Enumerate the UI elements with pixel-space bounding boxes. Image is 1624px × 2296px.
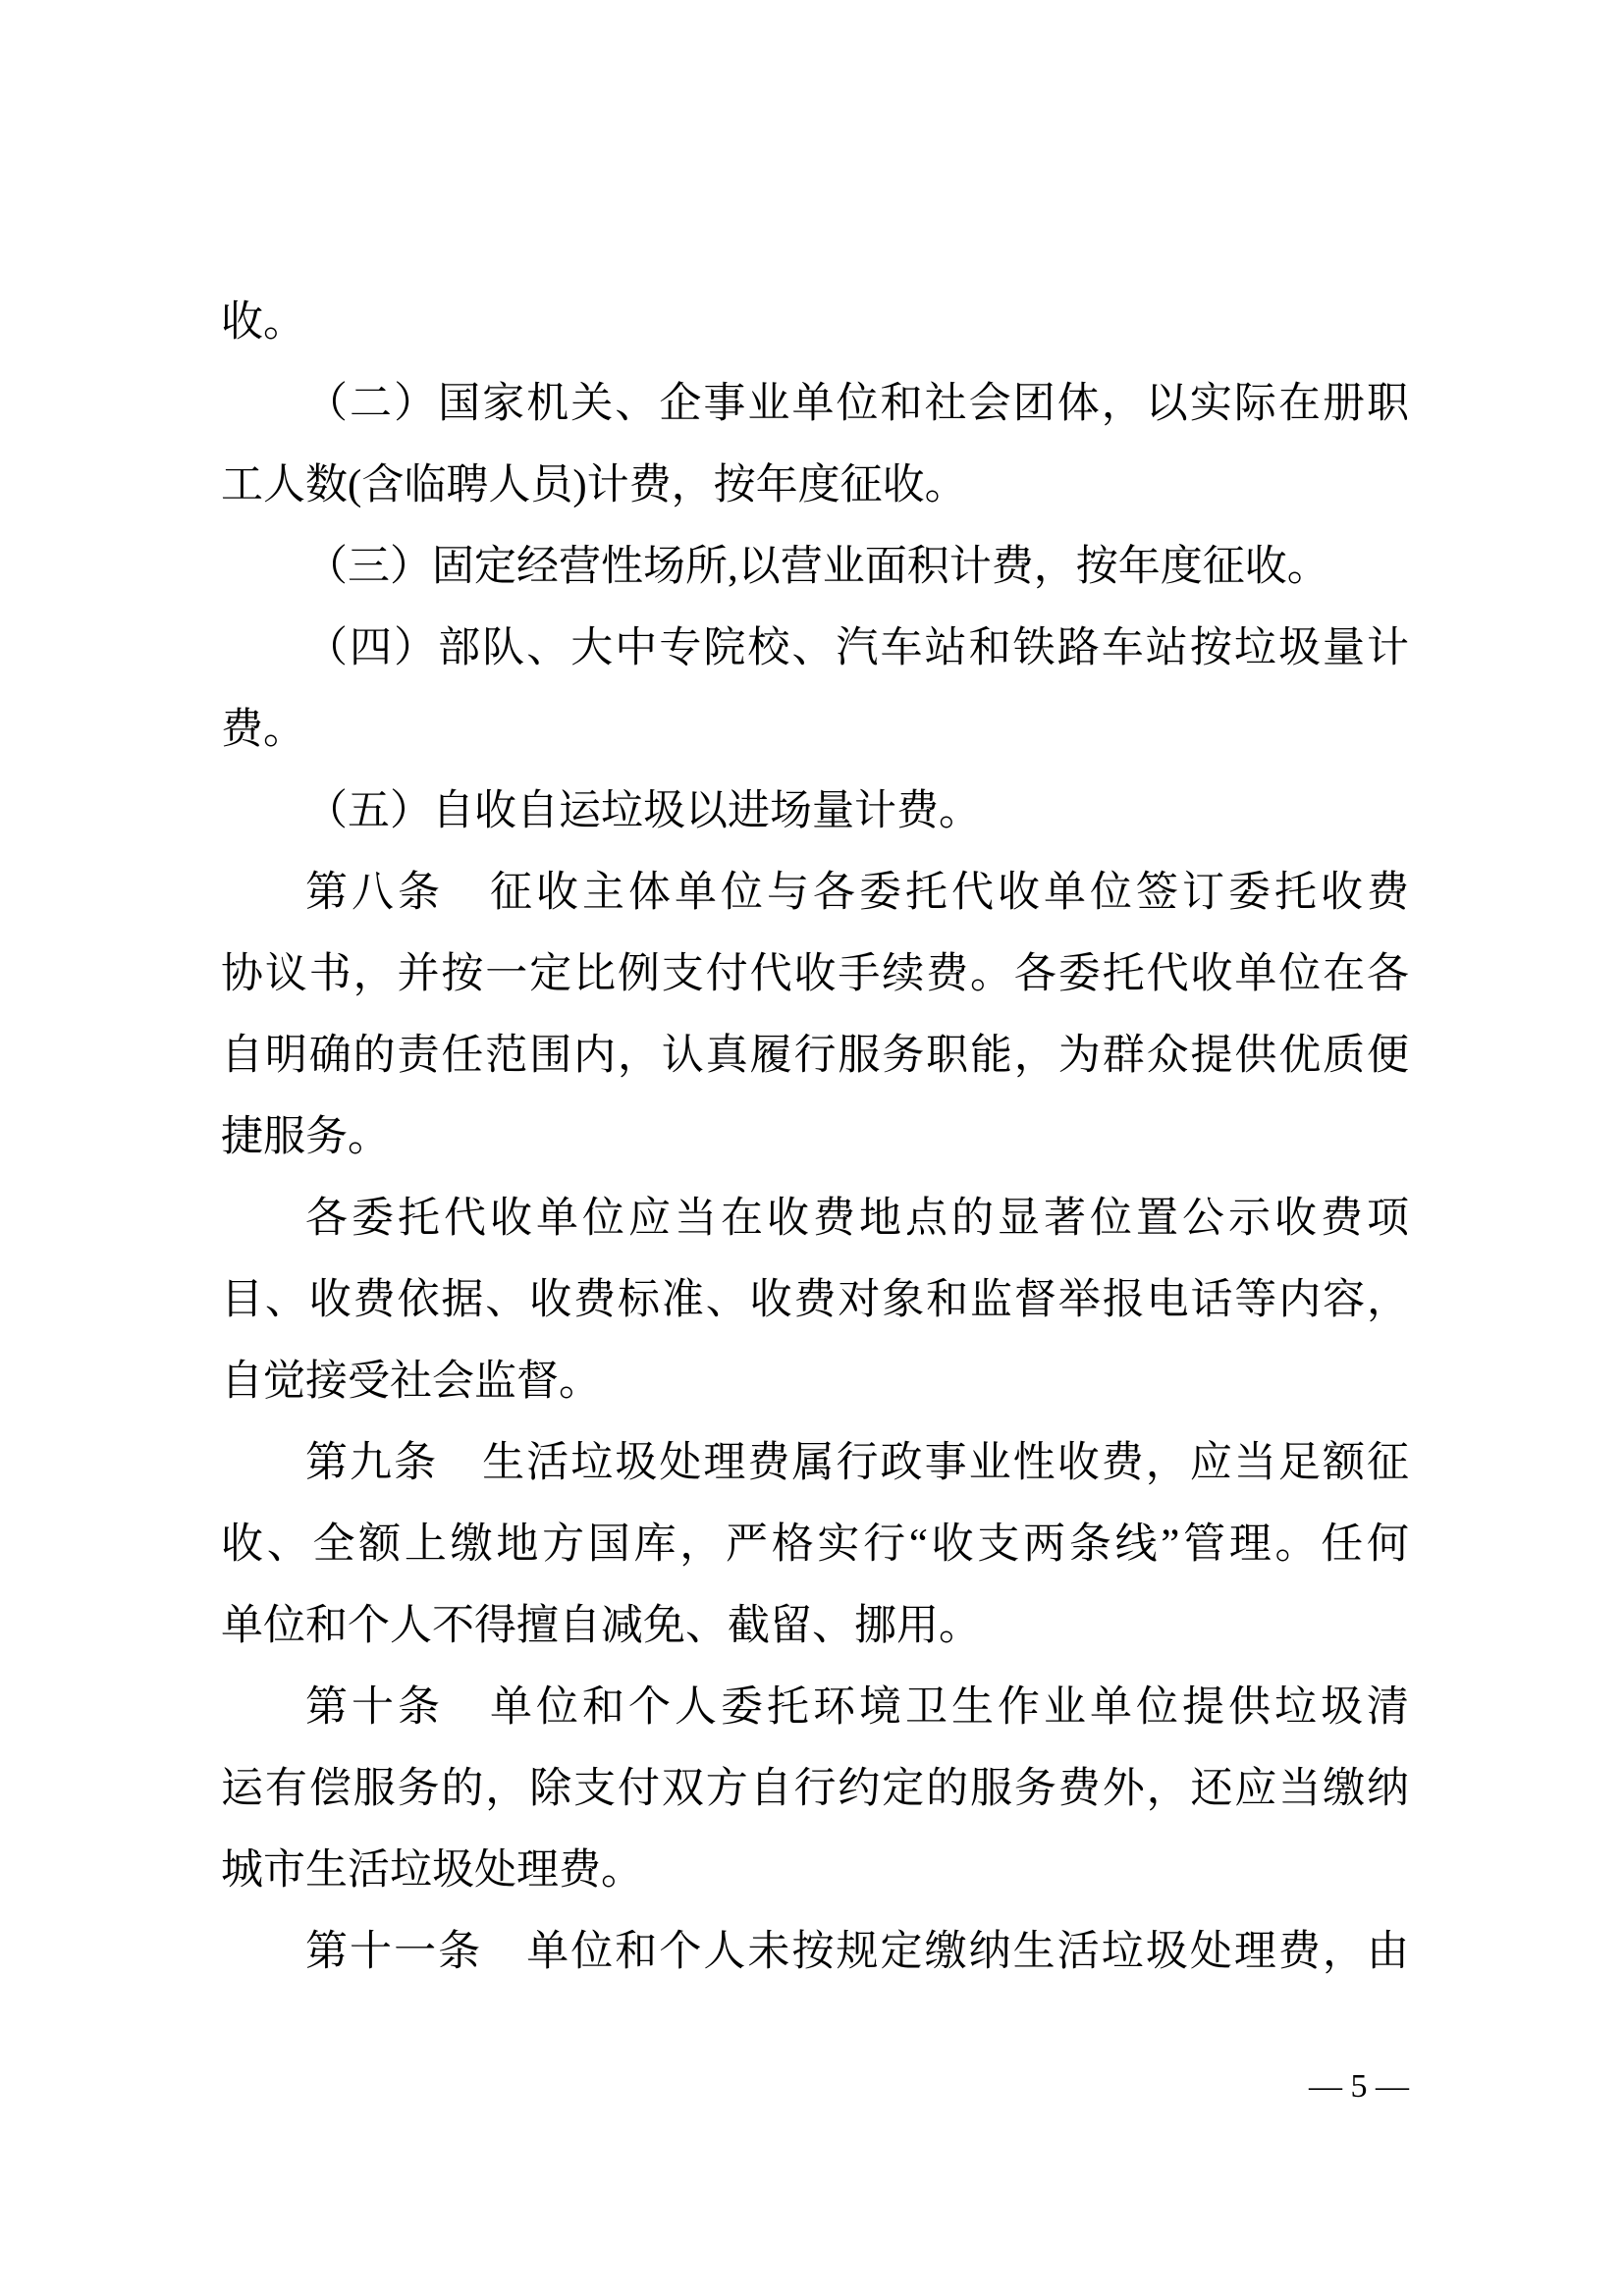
- text-line: （二）国家机关、企事业单位和社会团体，以实际在册职: [305, 381, 1409, 427]
- text-line: 工人数(含临聘人员)计费，按年度征收。: [221, 462, 967, 508]
- text-line: 收。: [221, 299, 305, 346]
- text-line: 协议书，并按一定比例支付代收手续费。各委托代收单位在各: [221, 951, 1409, 997]
- document-body: [221, 282, 1409, 1993]
- text-line: 自觉接受社会监督。: [221, 1359, 601, 1405]
- page-number: — 5 —: [1309, 2068, 1409, 2105]
- text-line: （五）自收自运垃圾以进场量计费。: [305, 788, 981, 834]
- text-line: 捷服务。: [221, 1114, 390, 1160]
- text-line: 目、收费依据、收费标准、收费对象和监督举报电话等内容，: [221, 1277, 1409, 1323]
- text-line: 收、全额上缴地方国库，严格实行“收支两条线”管理。任何: [221, 1522, 1409, 1568]
- text-line: 费。: [221, 707, 305, 753]
- text-line: （三）固定经营性场所,以营业面积计费，按年度征收。: [305, 544, 1329, 590]
- text-line: 自明确的责任范围内，认真履行服务职能，为群众提供优质便: [221, 1033, 1409, 1079]
- text-line: 第十一条 单位和个人未按规定缴纳生活垃圾处理费，由: [305, 1929, 1409, 1975]
- text-line: 城市生活垃圾处理费。: [221, 1847, 643, 1894]
- text-line: 各委托代收单位应当在收费地点的显著位置公示收费项: [305, 1196, 1409, 1242]
- text-line: 第八条 征收主体单位与各委托代收单位签订委托收费: [305, 870, 1409, 916]
- text-line: （四）部队、大中专院校、汽车站和铁路车站按垃圾量计: [305, 625, 1409, 671]
- text-line: 运有偿服务的，除支付双方自行约定的服务费外，还应当缴纳: [221, 1766, 1409, 1812]
- text-line: 第十条 单位和个人委托环境卫生作业单位提供垃圾清: [305, 1684, 1409, 1731]
- text-line: 单位和个人不得擅自减免、截留、挪用。: [221, 1603, 981, 1649]
- text-line: 第九条 生活垃圾处理费属行政事业性收费，应当足额征: [305, 1440, 1409, 1486]
